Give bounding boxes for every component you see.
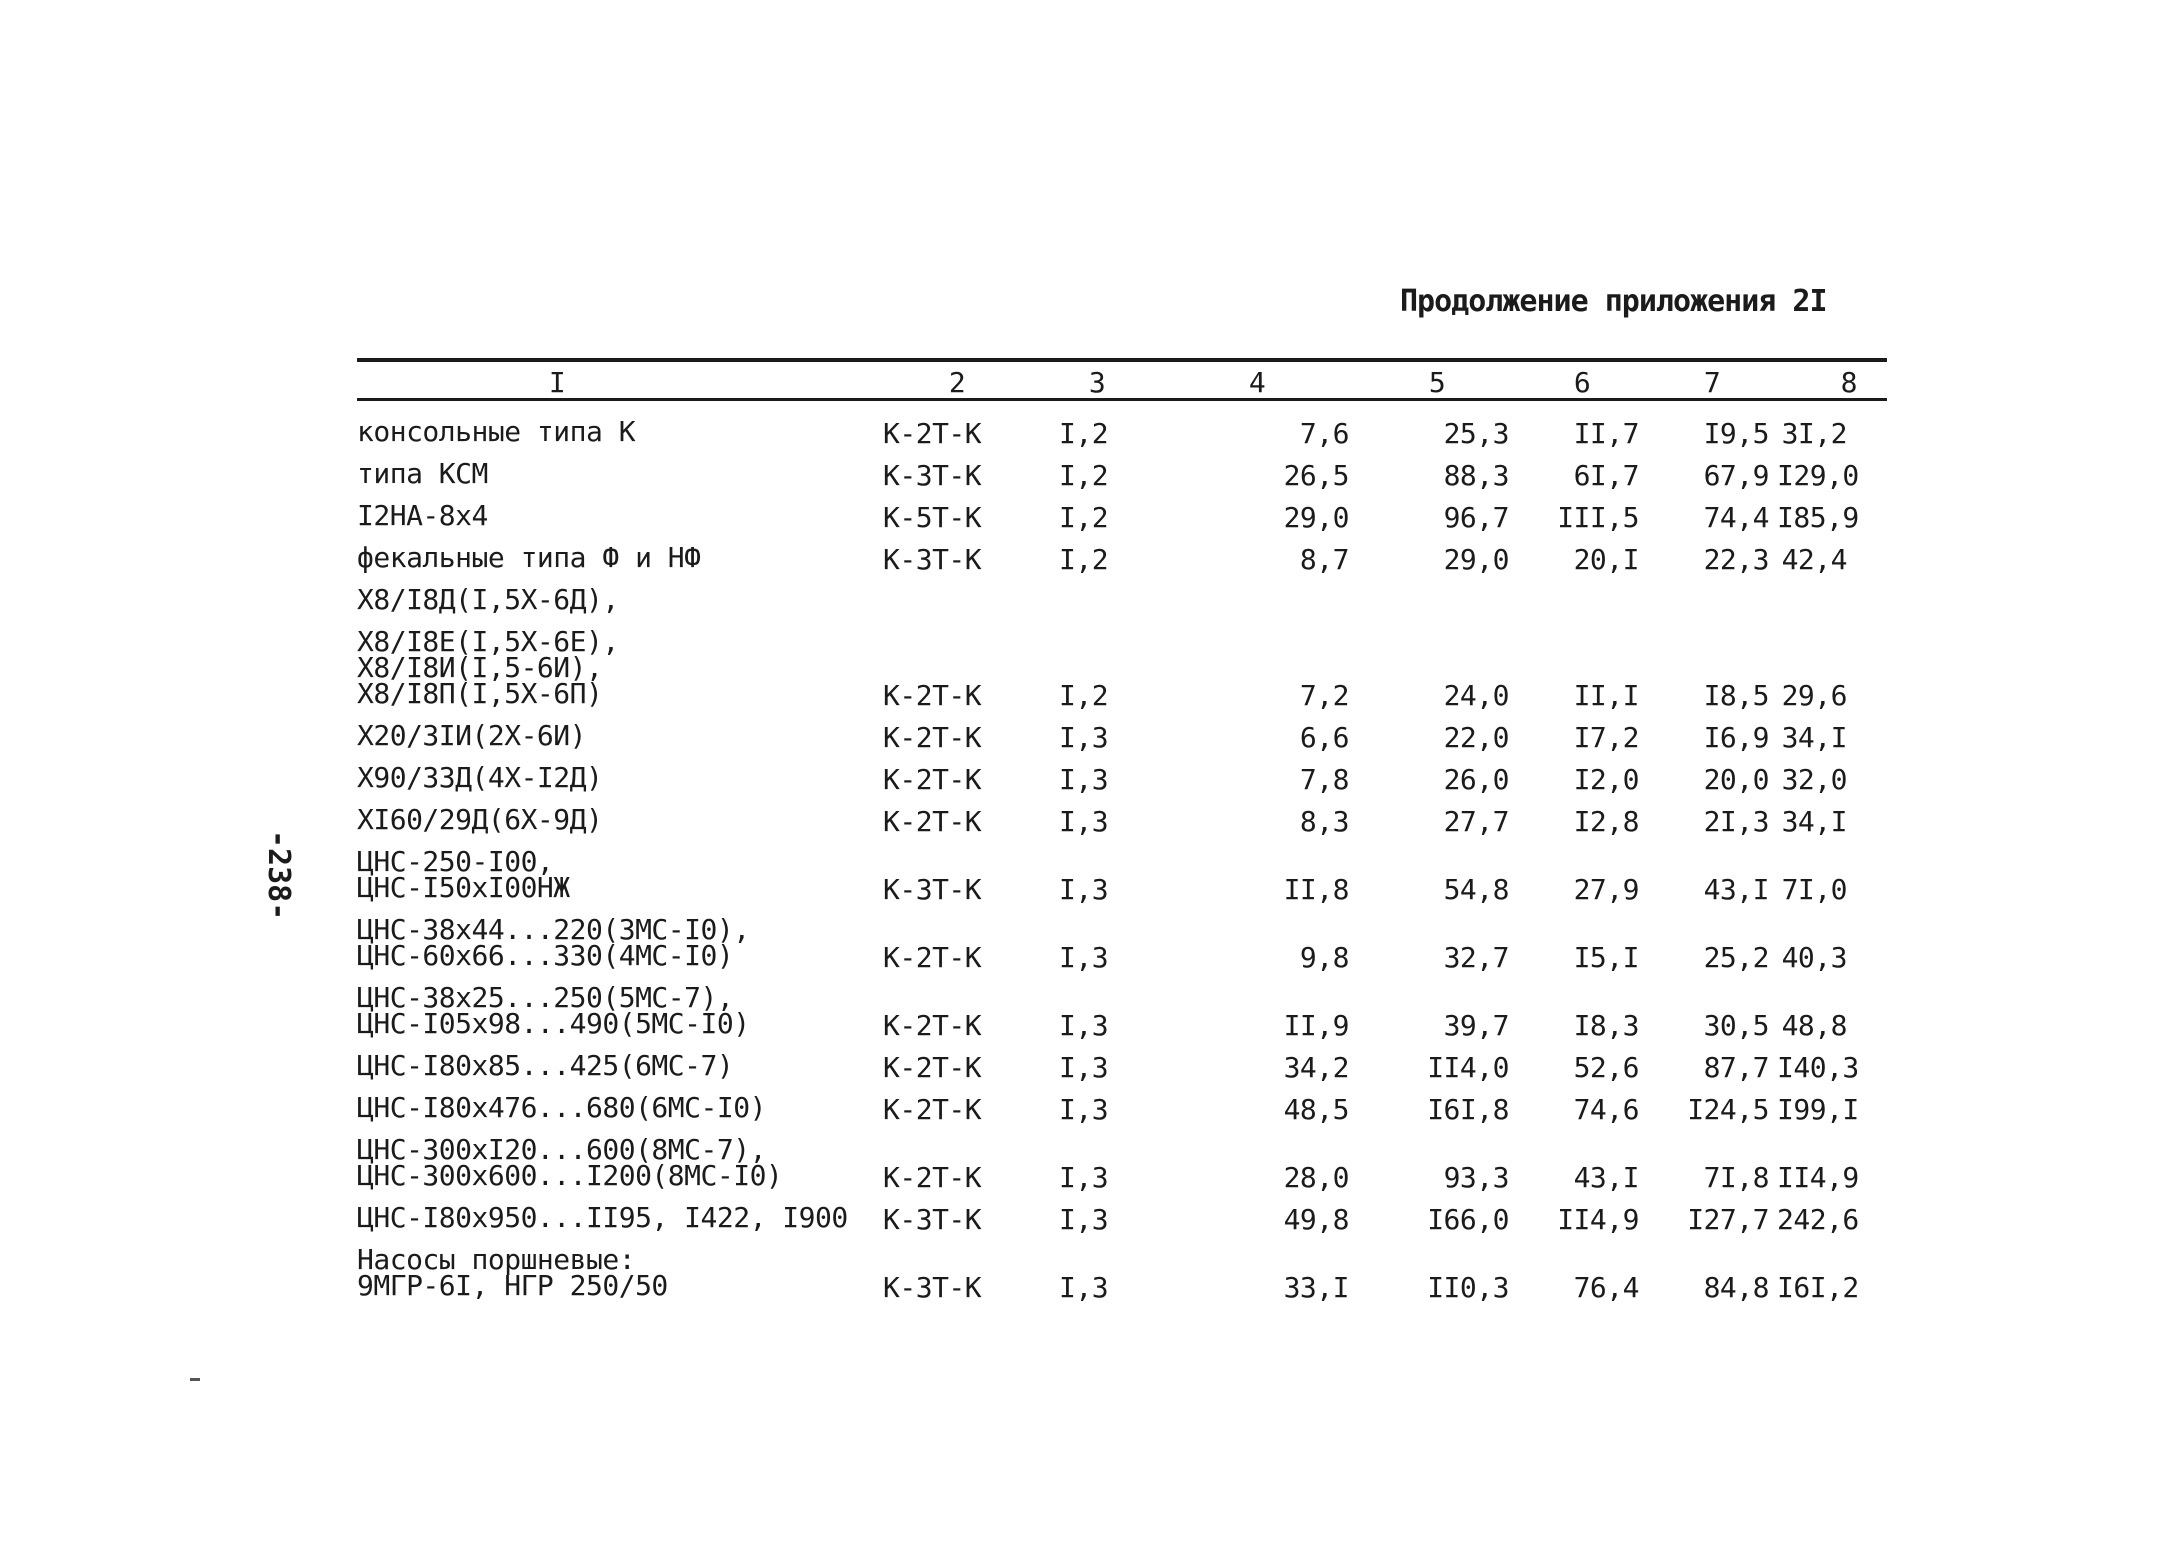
value-cell: 54,8 <box>1443 873 1509 906</box>
value-cell: 25,3 <box>1443 417 1509 450</box>
coefficient-cell: I,3 <box>1059 1161 1109 1194</box>
coefficient-cell: I,2 <box>1059 543 1109 576</box>
value-cell: 96,7 <box>1443 501 1509 534</box>
value-cell: I27,7 <box>1687 1203 1769 1236</box>
value-cell: I6I,8 <box>1427 1093 1509 1126</box>
value-cell: 7,6 <box>1299 417 1349 450</box>
value-cell: II,I <box>1573 679 1639 712</box>
value-cell: II,9 <box>1283 1009 1349 1042</box>
value-cell: II0,3 <box>1427 1271 1509 1304</box>
value-cell: II,7 <box>1573 417 1639 450</box>
coefficient-cell: I,2 <box>1059 501 1109 534</box>
scheme-code-cell: К-2Т-К <box>883 679 982 712</box>
row-name-cell <box>357 835 877 903</box>
scheme-code-cell: К-2Т-К <box>883 1009 982 1042</box>
row-name-cell <box>357 793 877 835</box>
column-header: 4 <box>1248 366 1266 399</box>
column-header: 8 <box>1840 366 1857 399</box>
row-name-cell <box>357 971 877 1039</box>
table-header-row <box>357 359 1887 399</box>
coefficient-cell: I,3 <box>1059 1009 1109 1042</box>
value-cell: I66,0 <box>1427 1203 1509 1236</box>
row-name-line: Х20/3IИ(2Х-6И) <box>357 719 587 752</box>
row-name-cell <box>357 1233 877 1301</box>
value-cell: 87,7 <box>1703 1051 1769 1084</box>
row-name-line: ЦНС-I05х98...490(5МС-I0) <box>357 1007 750 1040</box>
table-body <box>357 399 1887 1304</box>
value-cell: I5,I <box>1573 941 1639 974</box>
row-name-cell <box>357 489 877 531</box>
coefficient-cell: I,3 <box>1059 1051 1109 1084</box>
column-header: 2 <box>948 366 966 399</box>
column-header: I <box>548 366 566 399</box>
row-name-cell <box>357 447 877 489</box>
row-name-cell <box>357 1191 877 1233</box>
row-name-line: Х8/I8И(I,5-6И), <box>357 651 603 684</box>
value-cell: 32,7 <box>1443 941 1509 974</box>
table-row <box>357 793 1887 835</box>
value-cell: 26,5 <box>1283 459 1349 492</box>
coefficient-cell: I,3 <box>1059 1203 1109 1236</box>
value-cell: 74,6 <box>1573 1093 1639 1126</box>
table-row <box>357 1233 1887 1301</box>
row-name-line: ЦНС-60х66...330(4МС-I0) <box>357 939 734 972</box>
value-cell: I7,2 <box>1573 721 1639 754</box>
value-cell: II4,9 <box>1777 1161 1859 1194</box>
row-name-cell <box>357 1039 877 1081</box>
value-cell: III,5 <box>1557 501 1639 534</box>
row-name-line: ЦНС-38х25...250(5МС-7), <box>357 981 734 1014</box>
value-cell: 84,8 <box>1703 1271 1769 1304</box>
value-cell: 43,I <box>1703 873 1769 906</box>
table-row <box>357 751 1887 793</box>
scheme-code-cell: К-2Т-К <box>883 1051 982 1084</box>
value-cell: II,8 <box>1283 873 1349 906</box>
value-cell: 34,2 <box>1283 1051 1349 1084</box>
row-name-cell <box>357 573 877 615</box>
value-cell: I6I,2 <box>1777 1271 1859 1304</box>
value-cell: 6I,7 <box>1573 459 1639 492</box>
coefficient-cell <box>1037 573 1157 615</box>
value-cell: I6,9 <box>1703 721 1769 754</box>
table-row <box>357 1039 1887 1081</box>
row-name-line: Х8/I8Е(I,5Х-6Е), <box>357 625 619 658</box>
table-row <box>357 709 1887 751</box>
value-cell: 27,7 <box>1443 805 1509 838</box>
coefficient-cell: I,2 <box>1059 459 1109 492</box>
value-cell: I40,3 <box>1777 1051 1859 1084</box>
value-cell: 29,6 <box>1781 679 1847 712</box>
coefficient-cell: I,3 <box>1059 763 1109 796</box>
row-name-line: Насосы поршневые: <box>357 1243 636 1276</box>
table-row <box>357 835 1887 903</box>
value-cell: 48,8 <box>1781 1009 1847 1042</box>
value-cell: II4,9 <box>1557 1203 1639 1236</box>
value-cell: 33,I <box>1283 1271 1349 1304</box>
value-cell: 67,9 <box>1703 459 1769 492</box>
scheme-code-cell: К-2Т-К <box>883 1093 982 1126</box>
value-cell: 2I,3 <box>1703 805 1769 838</box>
value-cell: 93,3 <box>1443 1161 1509 1194</box>
table-row <box>357 971 1887 1039</box>
value-cell: 22,3 <box>1703 543 1769 576</box>
column-header: 3 <box>1088 366 1106 399</box>
row-name-line: ЦНС-I80х85...425(6МС-7) <box>357 1049 734 1082</box>
value-cell: 48,5 <box>1283 1093 1349 1126</box>
value-cell: 29,0 <box>1283 501 1349 534</box>
value-cell: I24,5 <box>1687 1093 1769 1126</box>
value-cell: I8,5 <box>1703 679 1769 712</box>
value-cell: 28,0 <box>1283 1161 1349 1194</box>
scheme-code-cell: К-3Т-К <box>883 1203 982 1236</box>
coefficient-cell: I,3 <box>1059 873 1109 906</box>
row-name-cell <box>357 531 877 573</box>
table-row <box>357 405 1887 447</box>
table-row <box>357 489 1887 531</box>
coefficient-cell: I,3 <box>1059 941 1109 974</box>
appendix-caption: Продолжение приложения 2I <box>1400 284 1827 319</box>
row-name-line: Х8/I8П(I,5Х-6П) <box>357 677 603 710</box>
value-cell: 20,0 <box>1703 763 1769 796</box>
value-cell: 34,I <box>1781 805 1847 838</box>
value-cell <box>1517 573 1647 615</box>
value-cell: 8,3 <box>1299 805 1349 838</box>
table-row <box>357 573 1887 615</box>
row-name-line: ЦНС-I50хI00НЖ <box>357 871 570 904</box>
value-cell: 30,5 <box>1703 1009 1769 1042</box>
value-cell: 88,3 <box>1443 459 1509 492</box>
value-cell: I2,0 <box>1573 763 1639 796</box>
column-header: 6 <box>1573 366 1591 399</box>
row-name-line: ЦНС-38х44...220(3МС-I0), <box>357 913 750 946</box>
row-name-line: I2НА-8х4 <box>357 499 488 532</box>
value-cell: 27,9 <box>1573 873 1639 906</box>
value-cell: I9,5 <box>1703 417 1769 450</box>
value-cell <box>1157 573 1357 615</box>
scheme-code-cell: К-3Т-К <box>883 1271 982 1304</box>
row-name-line: типа КСМ <box>357 457 488 490</box>
row-name-line: ХI60/29Д(6Х-9Д) <box>357 803 603 836</box>
value-cell: II4,0 <box>1427 1051 1509 1084</box>
value-cell: I8,3 <box>1573 1009 1639 1042</box>
value-cell: 29,0 <box>1443 543 1509 576</box>
scheme-code-cell: К-3Т-К <box>883 873 982 906</box>
value-cell: 7,8 <box>1299 763 1349 796</box>
value-cell: 40,3 <box>1781 941 1847 974</box>
value-cell: 49,8 <box>1283 1203 1349 1236</box>
scheme-code-cell: К-2Т-К <box>883 805 982 838</box>
table-row <box>357 1123 1887 1191</box>
value-cell: I2,8 <box>1573 805 1639 838</box>
value-cell <box>1357 573 1517 615</box>
row-name-cell <box>357 1081 877 1123</box>
data-table <box>357 359 1887 1304</box>
column-header: 5 <box>1428 366 1446 399</box>
coefficient-cell: I,3 <box>1059 805 1109 838</box>
value-cell: 43,I <box>1573 1161 1639 1194</box>
row-name-cell <box>357 405 877 447</box>
value-cell: 7,2 <box>1299 679 1349 712</box>
value-cell: 24,0 <box>1443 679 1509 712</box>
value-cell: 74,4 <box>1703 501 1769 534</box>
row-name-cell <box>357 709 877 751</box>
row-name-line: ЦНС-300хI20...600(8МС-7), <box>357 1133 766 1166</box>
value-cell: I99,I <box>1777 1093 1859 1126</box>
scheme-code-cell: К-2Т-К <box>883 1161 982 1194</box>
value-cell: 34,I <box>1781 721 1847 754</box>
row-name-line: ЦНС-250-I00, <box>357 845 554 878</box>
value-cell: I85,9 <box>1777 501 1859 534</box>
coefficient-cell: I,3 <box>1059 721 1109 754</box>
scheme-code-cell: К-2Т-К <box>883 417 982 450</box>
table-row <box>357 447 1887 489</box>
table-row <box>357 615 1887 709</box>
scheme-code-cell: К-2Т-К <box>883 763 982 796</box>
row-name-line: Х90/33Д(4Х-I2Д) <box>357 761 603 794</box>
row-name-cell <box>357 1123 877 1191</box>
scheme-code-cell: К-2Т-К <box>883 721 982 754</box>
value-cell <box>1777 573 1887 615</box>
page-number: -238- <box>261 830 296 921</box>
value-cell: 20,I <box>1573 543 1639 576</box>
value-cell: 76,4 <box>1573 1271 1639 1304</box>
value-cell: 39,7 <box>1443 1009 1509 1042</box>
value-cell: 52,6 <box>1573 1051 1639 1084</box>
row-name-line: фекальные типа Ф и НФ <box>357 541 701 574</box>
coefficient-cell: I,3 <box>1059 1271 1109 1304</box>
coefficient-cell: I,3 <box>1059 1093 1109 1126</box>
value-cell: 32,0 <box>1781 763 1847 796</box>
value-cell: 3I,2 <box>1781 417 1847 450</box>
row-name-line: 9МГР-6I, НГР 250/50 <box>357 1269 668 1302</box>
value-cell <box>1647 573 1777 615</box>
table-row <box>357 531 1887 573</box>
row-name-cell <box>357 751 877 793</box>
value-cell: 7I,0 <box>1781 873 1847 906</box>
row-name-cell <box>357 615 877 709</box>
row-name-line: ЦНС-I80х950...II95, I422, I900 <box>357 1201 848 1234</box>
row-name-line: Х8/I8Д(I,5Х-6Д), <box>357 583 619 616</box>
table-row <box>357 1191 1887 1233</box>
coefficient-cell: I,2 <box>1059 417 1109 450</box>
scan-mark <box>190 1378 200 1381</box>
scheme-code-cell <box>877 573 1037 615</box>
value-cell: 8,7 <box>1299 543 1349 576</box>
table-row <box>357 903 1887 971</box>
row-name-line: консольные типа К <box>357 415 636 448</box>
coefficient-cell: I,2 <box>1059 679 1109 712</box>
row-name-cell <box>357 903 877 971</box>
value-cell: 26,0 <box>1443 763 1509 796</box>
value-cell: 9,8 <box>1299 941 1349 974</box>
scheme-code-cell: К-3Т-К <box>883 459 982 492</box>
table-row <box>357 1081 1887 1123</box>
value-cell: 242,6 <box>1777 1203 1859 1236</box>
scheme-code-cell: К-5Т-К <box>883 501 982 534</box>
scheme-code-cell: К-3Т-К <box>883 543 982 576</box>
value-cell: 7I,8 <box>1703 1161 1769 1194</box>
value-cell: 6,6 <box>1299 721 1349 754</box>
row-name-line: ЦНС-300х600...I200(8МС-I0) <box>357 1159 783 1192</box>
value-cell: 22,0 <box>1443 721 1509 754</box>
column-header: 7 <box>1703 366 1721 399</box>
value-cell: I29,0 <box>1777 459 1859 492</box>
scheme-code-cell: К-2Т-К <box>883 941 982 974</box>
row-name-line: ЦНС-I80х476...680(6МС-I0) <box>357 1091 766 1124</box>
value-cell: 42,4 <box>1781 543 1847 576</box>
value-cell: 25,2 <box>1703 941 1769 974</box>
